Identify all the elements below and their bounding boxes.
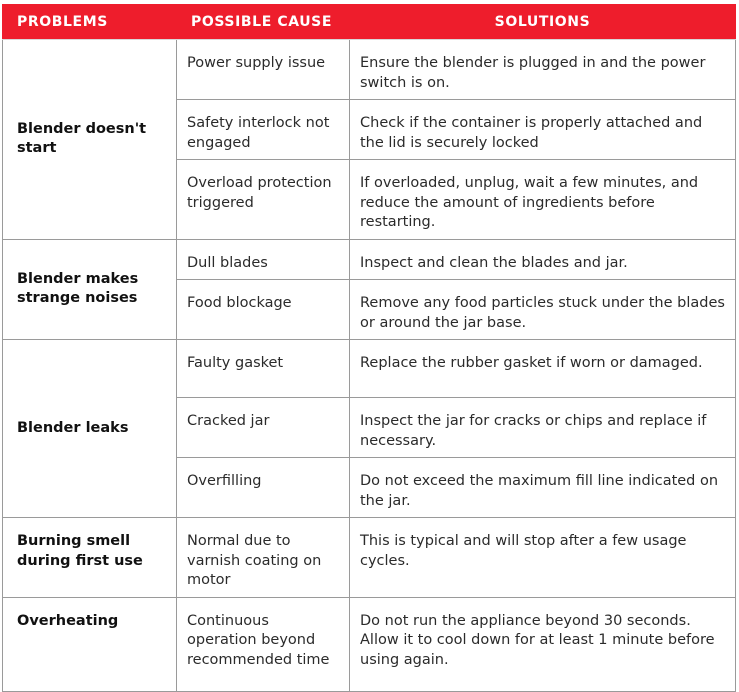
cause-cell: Power supply issue [177,40,350,100]
cause-cell: Normal due to varnish coating on motor [177,518,350,598]
solution-cell: This is typical and will stop after a few usage cycles. [350,518,736,598]
table-row [3,518,736,598]
cause-cell: Overfilling [177,458,350,518]
solution-cell: If overloaded, unplug, wait a few minutes, and reduce the amount of ingredients before restarting. [350,160,736,240]
solution-cell: Ensure the blender is plugged in and the power switch is on. [350,40,736,100]
problem-cell: Blender doesn't start [3,40,177,240]
cause-cell: Dull blades [177,239,350,280]
solution-cell: Inspect the jar for cracks or chips and replace if necessary. [350,398,736,458]
problem-cell: Blender makes strange noises [3,239,177,340]
problem-cell: Burning smell during first use [3,518,177,598]
table-row [3,597,736,691]
solution-cell: Replace the rubber gasket if worn or damaged. [350,340,736,398]
solution-cell: Remove any food particles stuck under the blades or around the jar base. [350,280,736,340]
table-body [3,40,736,692]
header-row [3,5,736,40]
cause-cell: Food blockage [177,280,350,340]
cause-cell: Safety interlock not engaged [177,100,350,160]
cause-cell: Cracked jar [177,398,350,458]
header-possible-cause: POSSIBLE CAUSE [177,5,350,40]
cause-cell: Faulty gasket [177,340,350,398]
table-row [3,340,736,398]
table-row [3,239,736,280]
solution-cell: Do not exceed the maximum fill line indicated on the jar. [350,458,736,518]
table-header [3,5,736,40]
solution-cell: Check if the container is properly attached and the lid is securely locked [350,100,736,160]
cause-cell: Continuous operation beyond recommended time [177,597,350,691]
solution-cell: Inspect and clean the blades and jar. [350,239,736,280]
table-row [3,40,736,100]
solution-cell: Do not run the appliance beyond 30 seconds. Allow it to cool down for at least 1 minute before using again. [350,597,736,691]
problem-cell: Overheating [3,597,177,691]
troubleshooting-table [2,4,736,692]
header-solutions: SOLUTIONS [350,5,736,40]
cause-cell: Overload protection triggered [177,160,350,240]
header-problems: PROBLEMS [3,5,177,40]
problem-cell: Blender leaks [3,340,177,518]
